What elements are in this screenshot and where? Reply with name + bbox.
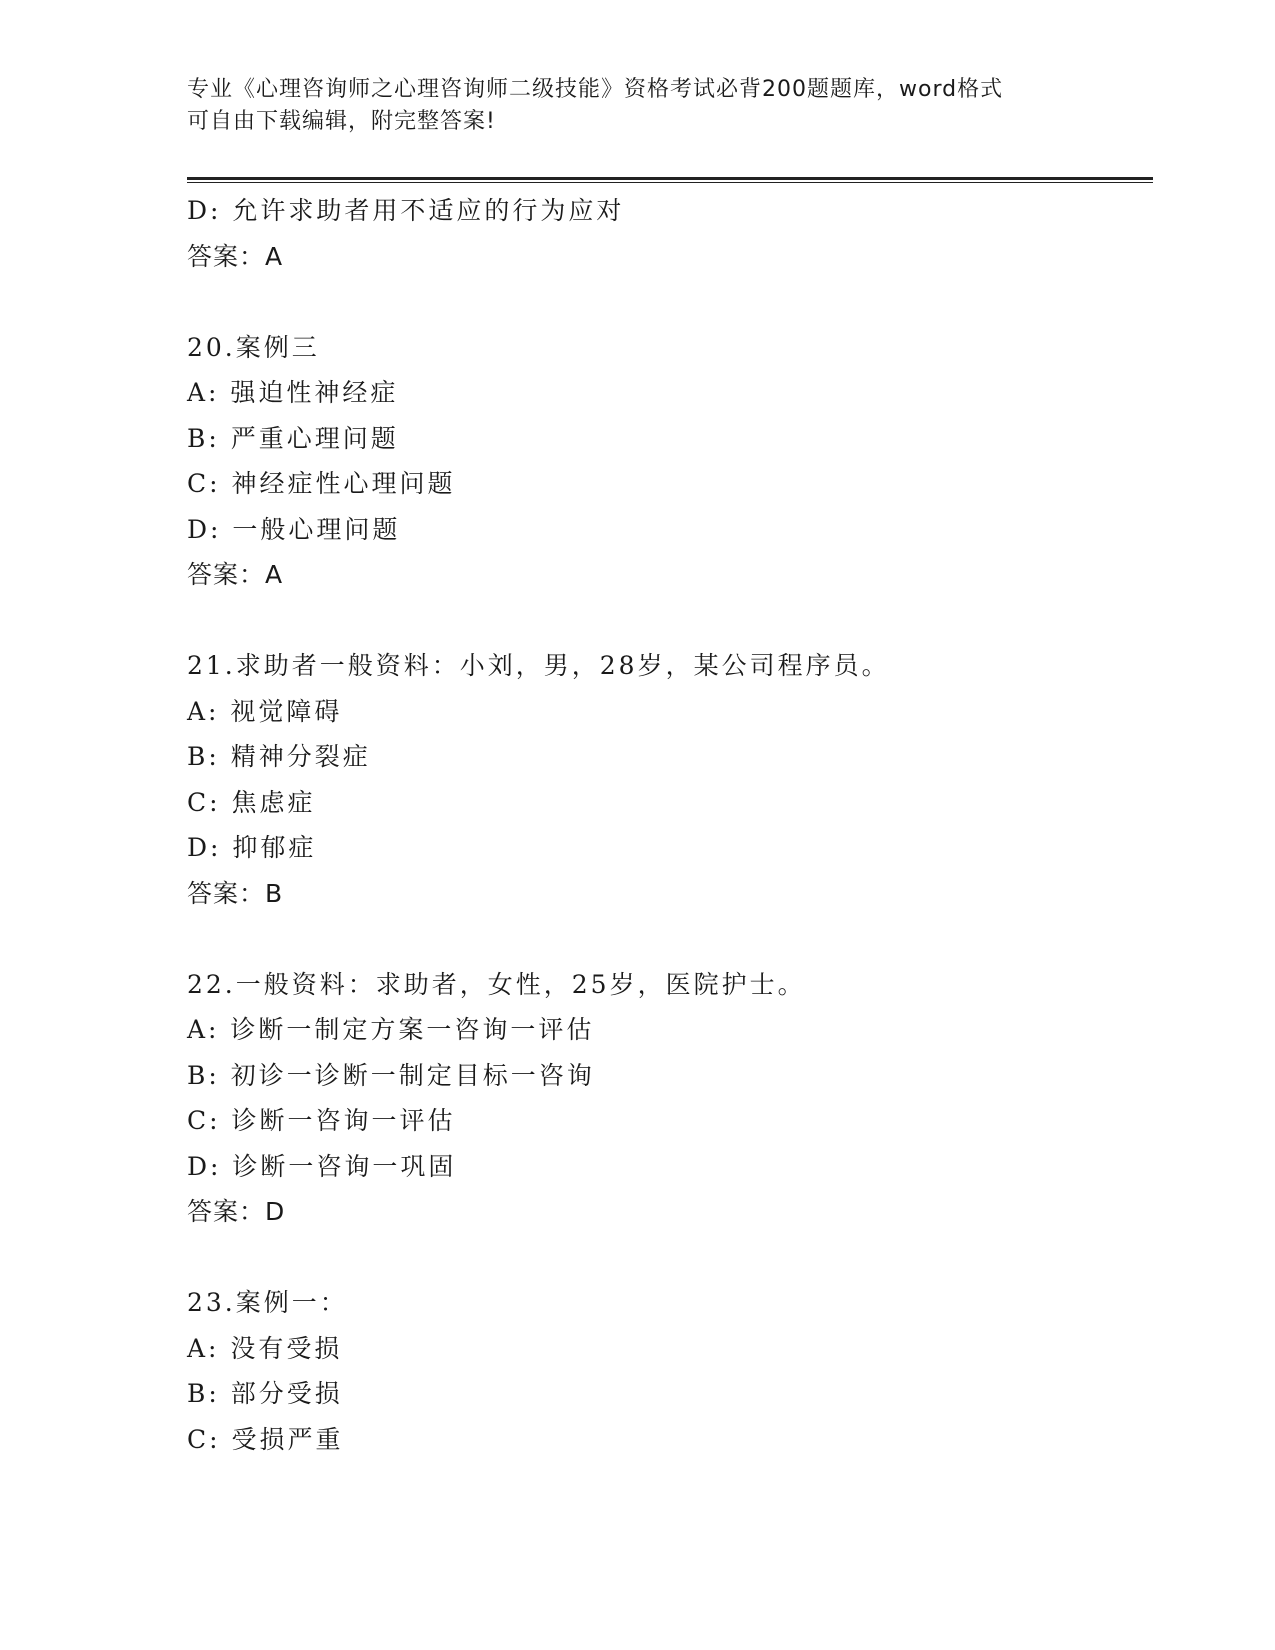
option-c: C: 神经症性心理问题	[187, 469, 456, 498]
option-b: B: 初诊一诊断一制定目标一咨询	[187, 1060, 595, 1090]
option-c: C: 受损严重	[187, 1424, 344, 1454]
document-header	[187, 74, 1087, 138]
option-a: A: 没有受损	[187, 1333, 343, 1363]
question-block-20	[187, 325, 1147, 598]
header-title-line-1: 专业《心理咨询师之心理咨询师二级技能》资格考试必背200题题库，word格式	[187, 77, 1004, 102]
option-d: D: 一般心理问题	[187, 514, 401, 544]
option-b: B: 精神分裂症	[187, 742, 371, 771]
answer-line: 答案：A	[187, 560, 284, 589]
header-divider-thick	[187, 177, 1153, 180]
spacer	[187, 1235, 1147, 1281]
answer-line: 答案：D	[187, 1197, 286, 1226]
question-stem: 21.求助者一般资料：小刘，男，28岁，某公司程序员。	[187, 651, 890, 680]
option-d: D: 抑郁症	[187, 833, 317, 862]
spacer	[187, 598, 1147, 644]
spacer	[187, 279, 1147, 325]
question-stem: 20.案例三	[187, 332, 320, 362]
question-block-21	[187, 643, 1147, 916]
question-stem: 23.案例一：	[187, 1288, 348, 1317]
option-c: C: 诊断一咨询一评估	[187, 1106, 456, 1135]
option-a: A: 诊断一制定方案一咨询一评估	[187, 1015, 595, 1044]
spacer	[187, 916, 1147, 962]
question-list	[187, 188, 1147, 1462]
question-block-23	[187, 1280, 1147, 1462]
option-a: A: 强迫性神经症	[187, 378, 399, 407]
answer-line: 答案：B	[187, 878, 284, 908]
header-title-line-2: 可自由下载编辑，附完整答案!	[187, 109, 496, 134]
question-stem: 22.一般资料：求助者，女性，25岁，医院护士。	[187, 969, 806, 999]
answer-line: 答案：A	[187, 241, 284, 271]
question-block-22	[187, 962, 1147, 1235]
option-d: D: 诊断一咨询一巩固	[187, 1151, 457, 1181]
option-a: A: 视觉障碍	[187, 696, 343, 726]
question-block-prev	[187, 188, 1147, 279]
option-c: C: 焦虑症	[187, 787, 316, 817]
option-b: B: 部分受损	[187, 1379, 343, 1408]
option-b: B: 严重心理问题	[187, 423, 399, 453]
header-divider-thin	[187, 182, 1153, 183]
option-d: D: 允许求助者用不适应的行为应对	[187, 196, 625, 225]
